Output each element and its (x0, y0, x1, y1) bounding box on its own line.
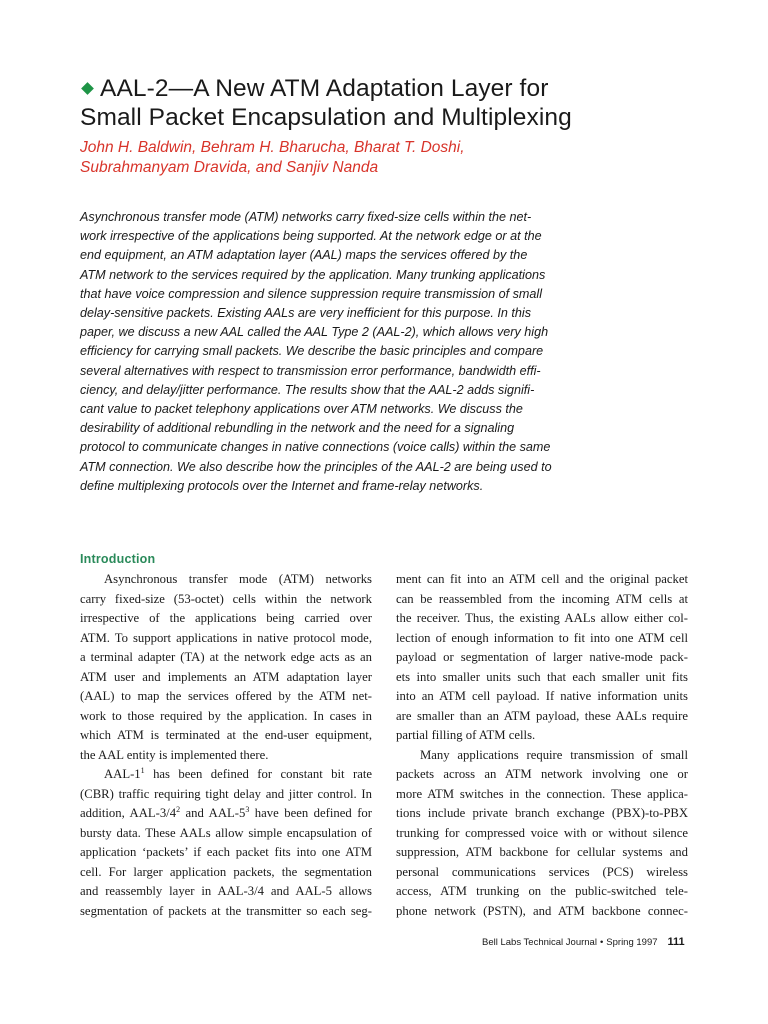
journal-name: Bell Labs Technical Journal (482, 937, 597, 948)
body-line: irrespective of the applications being carried over (80, 611, 372, 625)
body-line: ets into smaller units such that each smaller unit fits (396, 669, 688, 684)
abstract-line: ciency, and delay/jitter performance. The results show that the AAL-2 adds signifi- (80, 382, 535, 397)
body-line: lection of enough information to fit into one ATM cell (396, 630, 688, 645)
abstract-line: efficiency for carrying small packets. We describe the basic principles and compare (80, 344, 544, 359)
body-line: carry fixed-size (53-octet) cells within the network (80, 591, 372, 606)
body-text: addition, AAL-3/4 (80, 806, 177, 820)
body-line: packets across an ATM network involving one or (396, 767, 688, 781)
body-text: has been defined for constant bit rate (144, 767, 372, 781)
footnote-ref[interactable]: 2 (176, 805, 181, 814)
abstract-line: ATM network to the services required by the application. Many trunking applications (80, 267, 546, 282)
body-line (80, 804, 372, 824)
body-line: can be reassembled from the incoming ATM cells at (396, 591, 688, 606)
body-line: ATM. To support applications in native protocol mode, (80, 630, 372, 645)
abstract-line: ATM connection. We also describe how the principles of the AAL-2 are being used to (80, 459, 552, 474)
abstract-line: several alternatives with respect to transmission error performance, bandwidth effi- (80, 363, 541, 378)
body-text: and AAL-5 (180, 806, 246, 820)
abstract-line: cant value to packet telephony applications over ATM networks. We discuss the (80, 402, 523, 417)
body-line: trunking for compressed voice with or without silence (396, 825, 688, 840)
author-line-2: Subrahmanyam Dravida, and Sanjiv Nanda (80, 158, 379, 176)
body-line: bursty data. These AALs allow simple encapsulation of (80, 825, 372, 840)
body-line: cell. For larger application packets, the segmentation (80, 864, 372, 879)
abstract-line: work irrespective of the applications being supported. At the network edge or at the (80, 229, 542, 244)
body-line: are smaller than an ATM payload, these AALs require (396, 708, 688, 723)
abstract-line: desirability of additional rebundling in the network and the need for a signaling (80, 421, 515, 436)
abstract-line: define multiplexing protocols over the Internet and frame-relay networks. (80, 478, 484, 493)
title-line-1: AAL-2—A New ATM Adaptation Layer for (100, 75, 549, 102)
body-line: personal communications services (PCS) wireless (396, 864, 688, 879)
body-line: partial filling of ATM cells. (396, 728, 536, 742)
left-column (80, 570, 372, 921)
body-line: Many applications require transmission of small (420, 747, 688, 762)
abstract-line: that have voice compression and silence suppression require transmission of small (80, 286, 542, 301)
bullet-separator: • (599, 937, 604, 948)
body-line: suppression, ATM backbone for cellular systems and (396, 845, 688, 859)
abstract-line: delay-sensitive packets. Existing AALs are very inefficient for this purpose. In this (80, 306, 532, 321)
right-column (396, 570, 688, 921)
body-line: phone network (PSTN), and ATM backbone connec- (396, 903, 688, 918)
body-text: AAL-1 (104, 767, 141, 781)
section-heading-introduction: Introduction (80, 552, 156, 566)
body-line: (AAL) to map the services offered by the ATM net- (80, 689, 372, 703)
abstract-line: protocol to communicate changes in native connections (voice calls) within the same (80, 440, 551, 455)
body-line: ment can fit into an ATM cell and the original packet (396, 572, 688, 586)
article-title (80, 74, 700, 132)
page-number: 111 (667, 936, 685, 948)
body-line: access, ATM trunking on the public-switched tele- (396, 884, 688, 898)
body-line: the AAL entity is implemented there. (80, 747, 269, 762)
title-line-2: Small Packet Encapsulation and Multiplexing (80, 104, 572, 131)
diamond-bullet-icon (81, 82, 94, 95)
body-line: work to those required by the application. In cases in (80, 708, 372, 723)
body-line: ATM user and implements an ATM adaptation layer (80, 669, 372, 684)
author-list (80, 138, 660, 177)
body-line: (CBR) traffic requiring tight delay and jitter control. In (80, 786, 372, 801)
footnote-ref[interactable]: 1 (140, 766, 145, 775)
body-line: the receiver. Thus, the existing AALs allow either col- (396, 611, 688, 625)
body-line: more ATM switches in the connection. These applica- (396, 786, 688, 801)
body-line: which ATM is terminated at the end-user equipment, (80, 728, 372, 742)
body-line: payload or segmentation of larger native-mode pack- (396, 650, 688, 664)
body-line: Asynchronous transfer mode (ATM) networks (104, 572, 372, 586)
author-line-1: John H. Baldwin, Behram H. Bharucha, Bharat T. Doshi, (80, 139, 465, 156)
journal-issue: Spring 1997 (606, 937, 658, 948)
body-line: segmentation of packets at the transmitter so each seg- (80, 903, 372, 918)
body-line: tions include private branch exchange (PBX)-to-PBX (396, 806, 688, 820)
abstract (80, 208, 600, 496)
body-line: a terminal adapter (TA) at the network edge acts as an (80, 650, 372, 664)
page-footer (482, 936, 685, 948)
body-line: into an ATM cell payload. If native information units (396, 689, 688, 703)
abstract-line: Asynchronous transfer mode (ATM) networks carry fixed-size cells within the net- (80, 210, 532, 224)
body-line: and reassembly layer in AAL-3/4 and AAL-5 allows (80, 884, 372, 898)
body-text: have been defined for (249, 806, 372, 820)
abstract-line: paper, we discuss a new AAL called the AAL Type 2 (AAL-2), which allows very high (80, 325, 549, 340)
body-line: application ‘packets’ if each packet fits into one ATM (80, 845, 372, 859)
body-line (80, 765, 372, 785)
abstract-line: end equipment, an ATM adaptation layer (AAL) maps the services offered by the (80, 248, 528, 263)
footnote-ref[interactable]: 3 (245, 805, 250, 814)
